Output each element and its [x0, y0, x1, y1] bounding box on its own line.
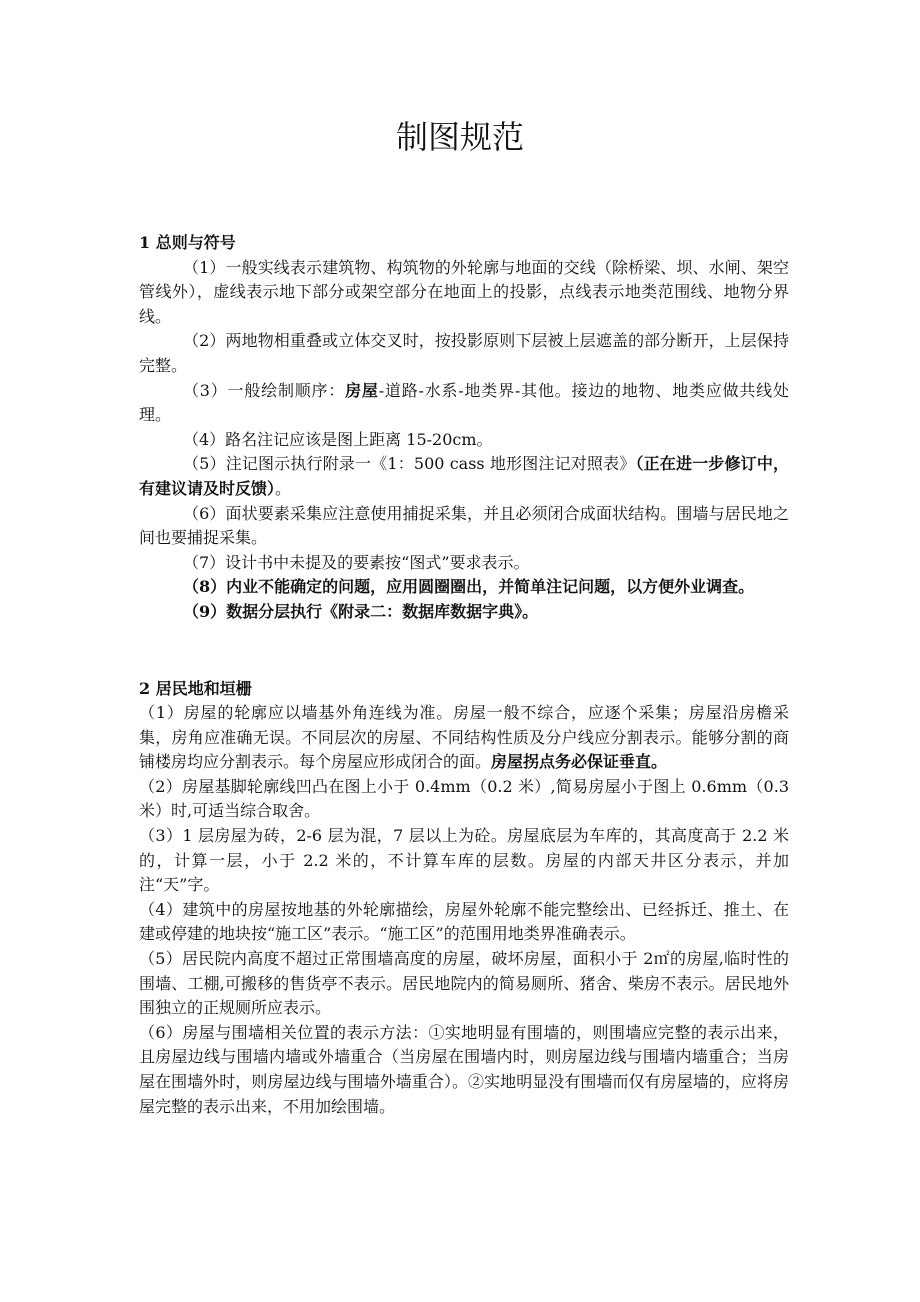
section-spacer: [139, 625, 789, 677]
paragraph: （6）房屋与围墙相关位置的表示方法：①实地明显有围墙的，则围墙应完整的表示出来，且房屋边线与围墙内墙或外墙重合（当房屋在围墙内时，则房屋边线与围墙内墙重合；当房屋在围墙外时，则房屋边线与围墙外墙重合）。②实地明显没有围墙而仅有房屋墙的，应将房屋完整的表示出来，不用加绘围墙。: [139, 1022, 789, 1116]
section-heading-general: 1 总则与符号: [139, 233, 236, 252]
bold-text-run: （正在进一步修订中，有建议请及时反馈）: [139, 454, 789, 498]
paragraph: （2）两地物相重叠或立体交叉时，按投影原则下层被上层遮盖的部分断开，上层保持完整。: [139, 331, 789, 375]
paragraph: [139, 379, 789, 428]
paragraph: （1）一般实线表示建筑物、构筑物的外轮廓与地面的交线（除桥梁、坝、水闸、架空管线外），虚线表示地下部分或架空部分在地面上的投影，点线表示地类范围线、地物分界线。: [139, 257, 789, 326]
paragraph: [139, 452, 789, 501]
paragraph: （6）面状要素采集应注意使用捕捉采集，并且必须闭合成面状结构。围墙与居民地之间也要捕捉采集。: [139, 503, 789, 548]
bold-text-run: （8）内业不能确定的问题，应用圆圈圈出，并简单注记问题，以方便外业调查。: [183, 577, 755, 597]
paragraph-bold: [139, 575, 789, 600]
paragraph: （4）建筑中的房屋按地基的外轮廓描绘，房屋外轮廓不能完整绘出、已经拆迁、推土、在建或停建的地块按“施工区”表示。“施工区”的范围用地类界准确表示。: [139, 899, 789, 944]
bold-text-run: （9）数据分层执行《附录二：数据库数据字典》。: [183, 601, 539, 621]
text-run: 。: [275, 478, 292, 498]
paragraph: [139, 701, 789, 775]
paragraph: （3）1 层房屋为砖，2-6 层为混，7 层以上为砼。房屋底层为车库的，其高度高于 2.2 米的，计算一层，小于 2.2 米的，不计算车库的层数。房屋的内部天井区分表示，并加注“天”字。: [139, 826, 789, 895]
page-title: 制图规范: [395, 118, 524, 156]
text-run: -道路-水系-地类界-其他。接边的地物、地类应做共线处理。: [139, 380, 789, 425]
text-run: （3）一般绘制顺序：: [183, 380, 346, 400]
bold-text-run: 房屋拐点务必保证垂直。: [491, 752, 668, 772]
paragraph: （5）居民院内高度不超过正常围墙高度的房屋，破坏房屋，面积小于 2㎡的房屋,临时性的围墙、工棚,可搬移的售货亭不表示。居民地院内的简易厕所、猪舍、柴房不表示。居民地外围独立的正规厕所应表示。: [139, 949, 789, 1018]
section-heading-residential: 2 居民地和垣栅: [139, 678, 252, 698]
paragraph-bold: [139, 600, 789, 625]
bold-text-run: 房屋: [345, 380, 379, 400]
text-run: （5）注记图示执行附录一《1：500 cass 地形图注记对照表》: [183, 454, 636, 474]
text-run: （1）房屋的轮廓应以墙基外角连线为准。房屋一般不综合，应逐个采集；房屋沿房檐采集，房角应准确无误。不同层次的房屋、不同结构性质及分户线应分割表示。能够分割的商铺楼房均应分割表示。每个房屋应形成闭合的面。: [139, 703, 789, 772]
paragraph: （7）设计书中未提及的要素按“图式”要求表示。: [183, 552, 530, 572]
paragraph: （2）房屋基脚轮廓线凹凸在图上小于 0.4mm（0.2 米）,简易房屋小于图上 0.6mm（0.3 米）时,可适当综合取舍。: [139, 776, 789, 821]
paragraph: （4）路名注记应该是图上距离 15-20cm。: [183, 429, 493, 449]
document-body: [139, 231, 789, 1119]
